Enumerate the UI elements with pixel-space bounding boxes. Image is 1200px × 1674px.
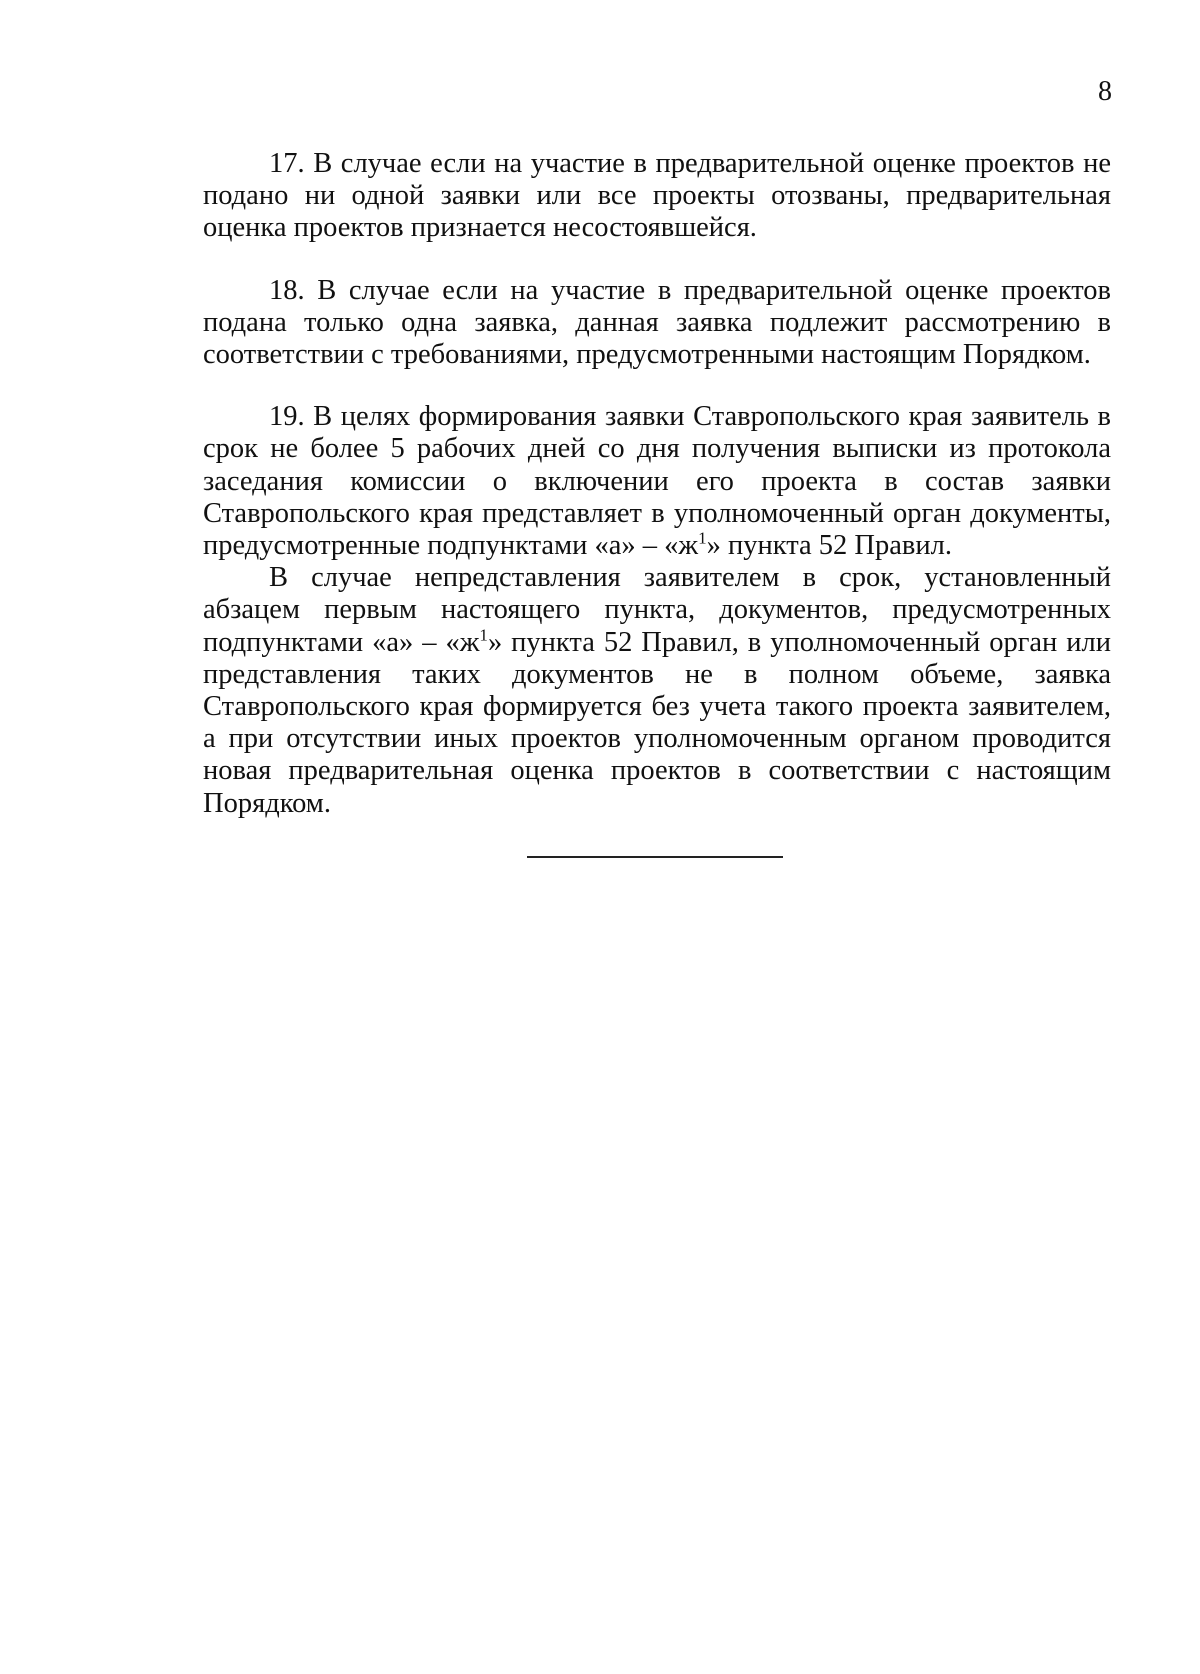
paragraph-19-second-superscript: 1 bbox=[479, 625, 488, 645]
paragraph-18: 18. В случае если на участие в предварительной оценке проектов подана только одна заявка, данная заявка подлежит рассмотрению в соответствии с требованиями, предусмотренными настоящим Порядком. bbox=[203, 274, 1111, 371]
document-body bbox=[203, 148, 1111, 820]
paragraph-19-text: 19. В целях формирования заявки Ставропольского края заявитель в срок не более 5 рабочих дней со дня получения выписки из протокола заседания комиссии о включении его проекта в состав заявки Ставропольского края представляет в уполномоченный орган документы, предусмотренные подпунктами «а» – «ж bbox=[203, 401, 1111, 562]
paragraph-17: 17. В случае если на участие в предварительной оценке проектов не подано ни одной заявки или все проекты отозваны, предварительная оценка проектов признается несостоявшейся. bbox=[203, 148, 1111, 244]
paragraph-19 bbox=[203, 401, 1111, 562]
page-number: 8 bbox=[1098, 76, 1112, 107]
paragraph-19-second bbox=[203, 562, 1111, 820]
paragraph-19-second-text: В случае непредставления заявителем в срок, установленный абзацем первым настоящего пункта, документов, предусмотренных подпунктами «а» – «ж bbox=[203, 562, 1111, 658]
closing-divider bbox=[527, 856, 783, 858]
paragraph-19-second-text-end: » пункта 52 Правил, в уполномоченный орган или представления таких документов не в полном объеме, заявка Ставропольского края формируется без учета такого проекта заявителем, а при отсутствии иных проектов уполномоченным органом проводится новая предварительная оценка проектов в соответствии с настоящим Порядком. bbox=[203, 626, 1111, 819]
paragraph-19-superscript: 1 bbox=[698, 528, 707, 548]
paragraph-19-text-end: » пункта 52 Правил. bbox=[706, 530, 952, 562]
